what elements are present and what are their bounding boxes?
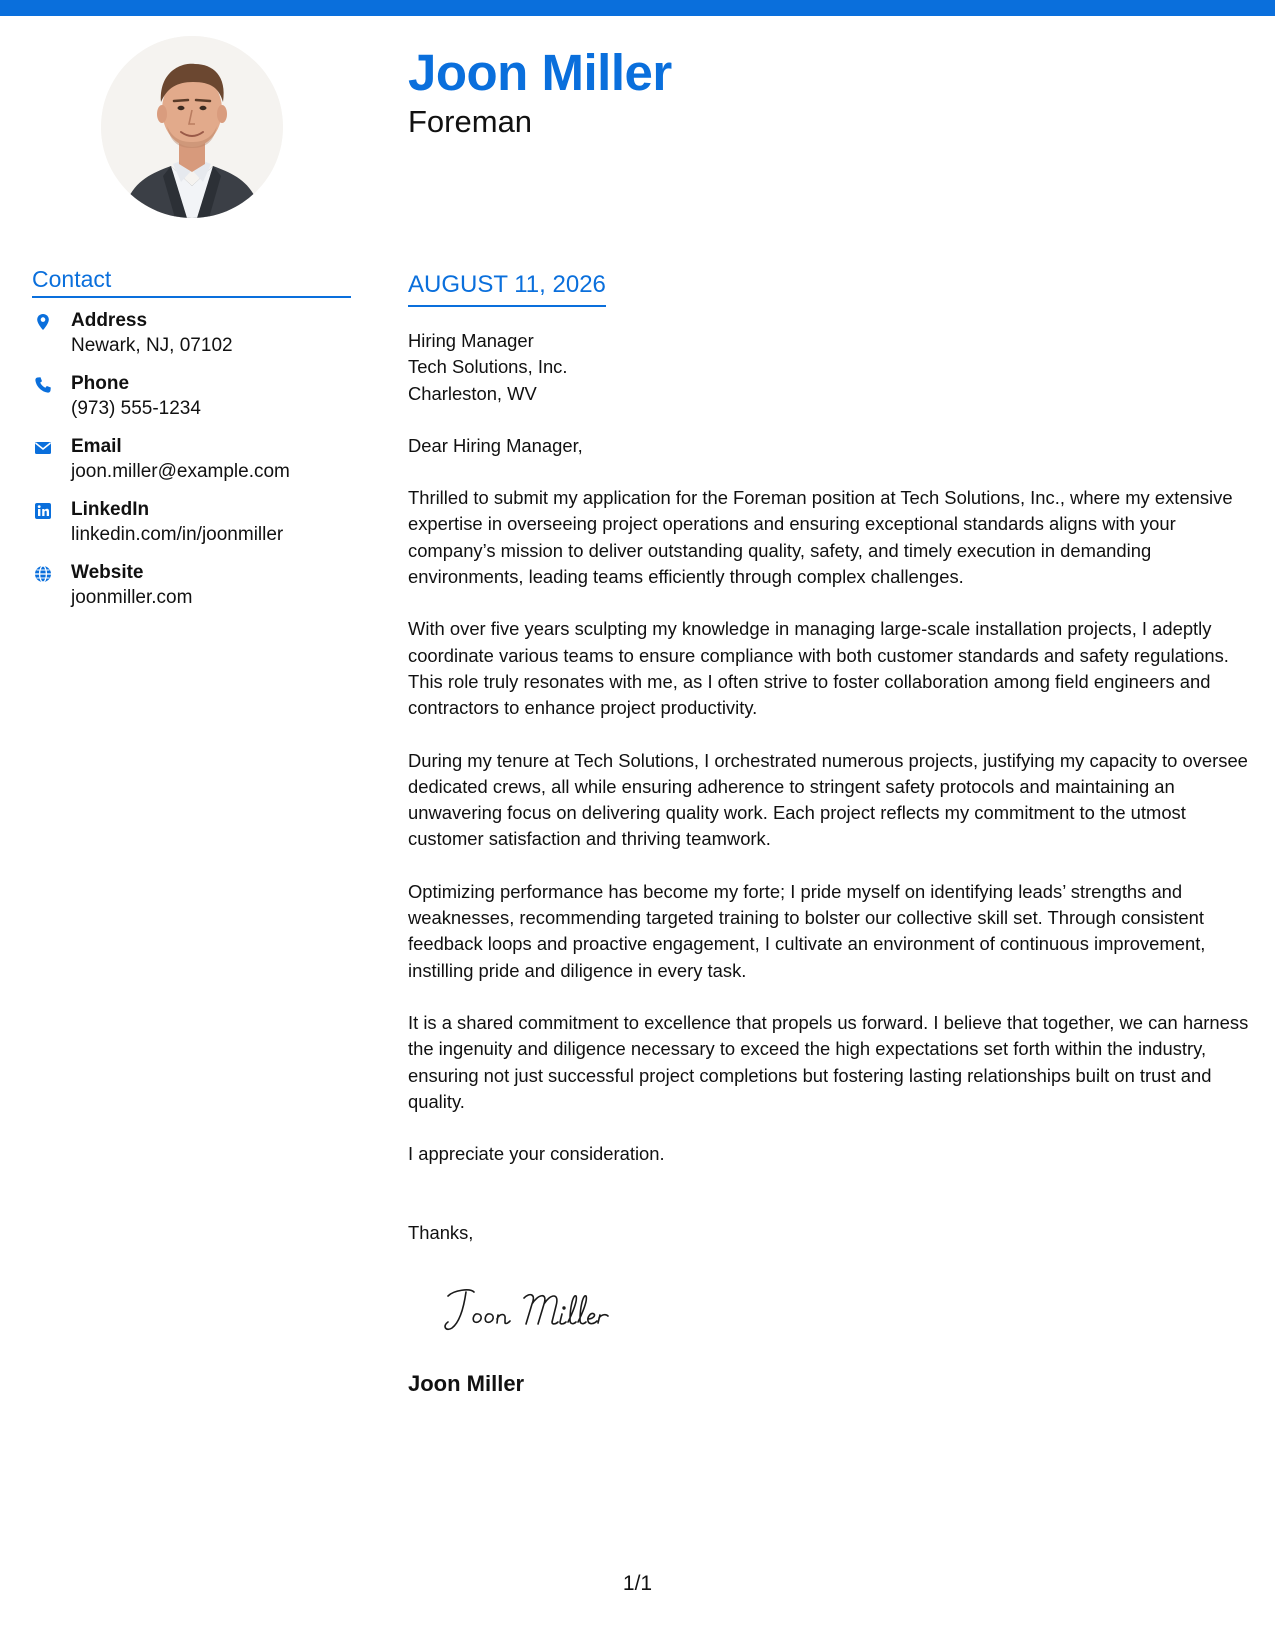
contact-label: Phone [71,373,130,394]
top-accent-bar [0,0,1275,16]
phone-icon [34,376,52,394]
letter-paragraph: I appreciate your consideration. [408,1143,665,1165]
contact-item-address [32,308,362,371]
letter-paragraph: Thrilled to submit my application for the Foreman position at Tech Solutions, Inc., where my extensive expertise in overseeing project operations and ensuring exceptional standards aligns with your company’s mission to deliver outstanding quality, safety, and timely execution in demanding environments, leading teams efficiently through complex challenges. [408,487,1233,588]
letter-paragraph: During my tenure at Tech Solutions, I orchestrated numerous projects, justifying my capacity to oversee dedicated crews, all while ensuring adherence to stringent safety protocols and maintaining an unwavering focus on delivering quality work. Each project reflects my commitment to the utmost customer satisfaction and thriving teamwork. [408,749,1248,850]
contact-value[interactable]: joonmiller.com [71,587,193,608]
recipient-line: Hiring Manager [408,330,534,351]
recipient-line: Charleston, WV [408,382,537,404]
contact-heading: Contact [32,264,351,298]
letter-paragraph: It is a shared commitment to excellence that propels us forward. I believe that together, we can harness the ingenuity and diligence necessary to exceed the high expectations set forth within the industry, ensuring not just successful project completions but fostering lasting relationships built on trust and quality. [408,1011,1249,1112]
contact-item-website [32,560,362,623]
globe-icon [34,565,52,583]
salutation: Dear Hiring Manager, [408,434,583,456]
contact-list [32,308,362,623]
envelope-icon [34,439,52,457]
recipient-line: Tech Solutions, Inc. [408,356,568,378]
contact-item-email [32,434,362,497]
handwritten-signature [440,1284,640,1336]
contact-value: Newark, NJ, 07102 [71,335,233,356]
page-number: 1/1 [622,1572,653,1595]
contact-value[interactable]: linkedin.com/in/joonmiller [71,524,284,545]
letter-body [408,328,1250,1247]
contact-label: LinkedIn [71,499,150,520]
contact-label: Website [71,562,144,583]
recipient-block [408,328,1250,407]
contact-value: (973) 555-1234 [71,398,201,419]
contact-value[interactable]: joon.miller@example.com [71,461,290,482]
map-pin-icon [34,313,52,331]
letter-date: AUGUST 11, 2026 [408,270,606,307]
signed-name: Joon Miller [408,1371,525,1396]
candidate-name: Joon Miller [408,44,672,101]
letter-paragraph: Optimizing performance has become my forte; I pride myself on identifying leads’ strengths and weaknesses, recommending targeted training to bolster our collective skill set. Through consistent feedback loops and proactive engagement, I cultivate an environment of continuous improvement, instilling pride and diligence in every task. [408,880,1206,981]
contact-item-phone [32,371,362,434]
letter-paragraph: With over five years sculpting my knowledge in managing large-scale installation projects, I adeptly coordinate various teams to ensure compliance with both customer standards and safety regulations. This role truly resonates with me, as I often strive to foster collaboration among field engineers and contractors to enhance project productivity. [408,618,1229,719]
job-title: Foreman [408,104,533,139]
closing: Thanks, [408,1222,474,1244]
linkedin-icon [34,502,52,520]
contact-item-linkedin [32,497,362,560]
contact-label: Address [71,310,148,331]
profile-photo [101,36,283,218]
contact-label: Email [71,436,122,457]
